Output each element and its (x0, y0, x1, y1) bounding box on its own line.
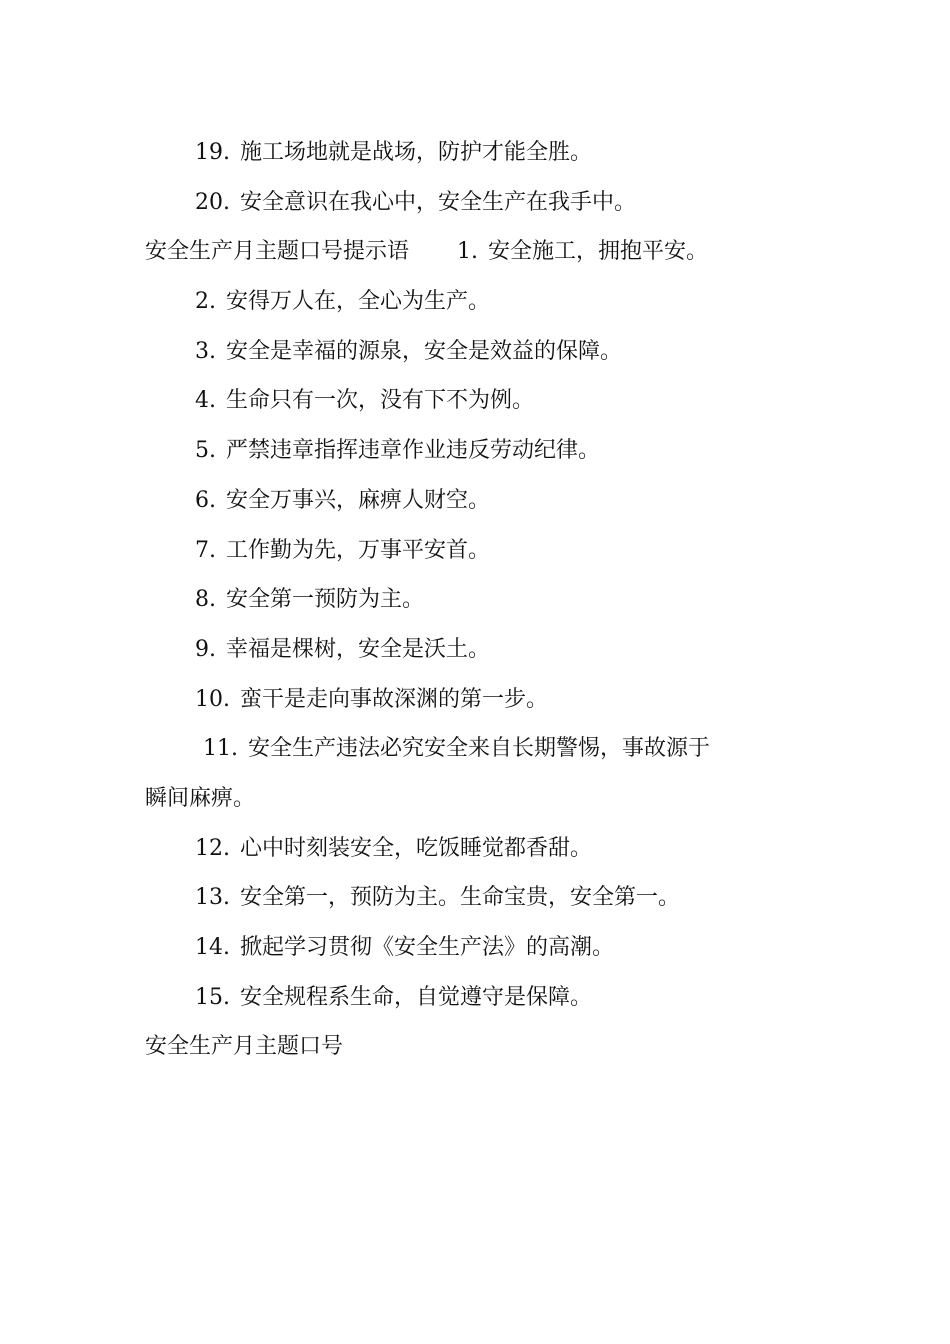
slogan-number: 8. (195, 587, 216, 613)
slogan-text: 严禁违章指挥违章作业违反劳动纪律。 (226, 438, 601, 464)
footer-heading-line (145, 1022, 815, 1072)
slogan-number: 12. (195, 835, 230, 861)
slogan-text: 安全施工，拥抱平安。 (488, 239, 709, 265)
slogan-line (145, 973, 815, 1023)
slogan-line (145, 476, 815, 526)
slogan-line (145, 675, 815, 725)
slogan-text: 幸福是棵树，安全是沃土。 (226, 636, 491, 662)
slogan-number: 1. (457, 239, 479, 265)
slogan-number: 20. (195, 189, 230, 215)
slogan-text: 蛮干是走向事故深渊的第一步。 (240, 686, 549, 712)
slogan-text: 工作勤为先，万事平安首。 (226, 537, 491, 563)
slogan-number: 13. (195, 885, 230, 911)
slogan-continuation-text: 瞬间麻痹。 (145, 785, 256, 811)
slogan-text: 安全是幸福的源泉，安全是效益的保障。 (226, 338, 623, 364)
slogan-line (145, 426, 815, 476)
section-heading: 安全生产月主题口号提示语 (145, 239, 410, 265)
slogan-number: 6. (195, 487, 216, 513)
section-heading-line (145, 227, 815, 277)
slogan-continuation-line (145, 774, 815, 824)
document-body (145, 128, 815, 1072)
slogan-number: 3. (195, 338, 216, 364)
slogan-number: 10. (195, 686, 230, 712)
slogan-text: 施工场地就是战场，防护才能全胜。 (240, 140, 593, 165)
slogan-line (145, 327, 815, 377)
slogan-number: 5. (195, 438, 216, 464)
slogan-number: 2. (195, 289, 216, 315)
slogan-line (145, 625, 815, 675)
slogan-text: 安得万人在，全心为生产。 (226, 289, 491, 315)
slogan-number: 19. (195, 140, 230, 165)
slogan-number: 4. (195, 388, 216, 414)
slogan-text: 安全万事兴，麻痹人财空。 (226, 487, 491, 513)
slogan-text: 安全规程系生命，自觉遵守是保障。 (240, 984, 593, 1010)
slogan-number: 14. (195, 935, 230, 960)
slogan-number: 9. (195, 636, 216, 662)
slogan-number: 7. (195, 537, 216, 563)
slogan-line (145, 128, 815, 178)
slogan-text: 安全第一，预防为主。生命宝贵，安全第一。 (240, 885, 681, 911)
slogan-line (145, 824, 815, 874)
slogan-text: 生命只有一次，没有下不为例。 (226, 388, 535, 414)
slogan-text: 安全意识在我心中，安全生产在我手中。 (240, 189, 637, 215)
slogan-text: 掀起学习贯彻《安全生产法》的高潮。 (240, 935, 615, 960)
slogan-text: 心中时刻装安全，吃饭睡觉都香甜。 (240, 835, 593, 861)
footer-heading: 安全生产月主题口号 (145, 1034, 344, 1060)
slogan-line (145, 923, 815, 973)
slogan-line (145, 873, 815, 923)
slogan-text: 安全生产违法必究安全来自长期警惕，事故源于 (248, 736, 711, 762)
slogan-line (145, 724, 815, 774)
slogan-number: 11. (203, 736, 238, 762)
slogan-line (145, 376, 815, 426)
slogan-line (145, 526, 815, 576)
slogan-line (145, 277, 815, 327)
slogan-line (145, 178, 815, 228)
slogan-number: 15. (195, 984, 230, 1010)
slogan-text: 安全第一预防为主。 (226, 587, 425, 613)
slogan-line (145, 575, 815, 625)
